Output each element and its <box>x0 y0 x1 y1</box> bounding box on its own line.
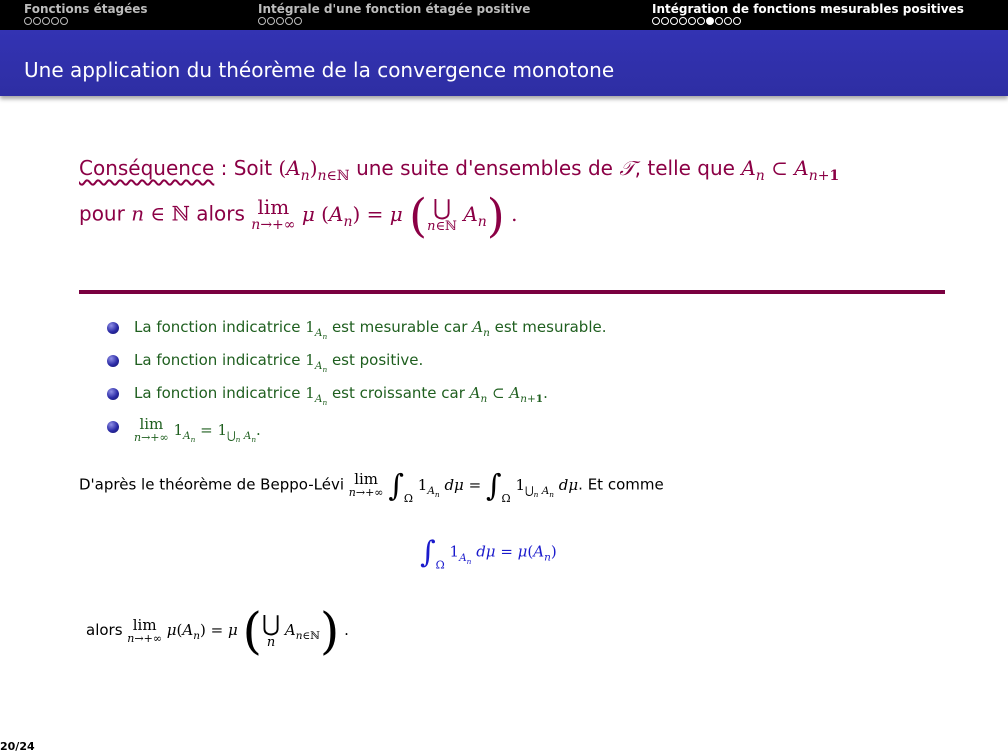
consequence-text: , telle que <box>634 156 742 180</box>
consequence-line-2 <box>79 188 517 242</box>
nav-frame-dot[interactable] <box>679 17 687 25</box>
nav-frame-dot[interactable] <box>276 17 284 25</box>
math-domain: n ∈ ℕ <box>131 201 190 226</box>
math-tribe: 𝒯 <box>619 156 635 180</box>
math-indicator: $1_{A_n}$ <box>305 318 328 342</box>
list-item <box>107 318 607 351</box>
nav-frame-dot[interactable] <box>661 17 669 25</box>
frame-title: Une application du théorème de la convergence monotone <box>24 58 615 82</box>
bullet-text: La fonction indicatrice <box>134 318 306 336</box>
math-sequence: $(A_n)_{n\in ℕ}$ <box>278 156 350 184</box>
body-text: . Et comme <box>578 475 664 494</box>
nav-dots-fonctions-etagees <box>24 17 68 25</box>
nav-frame-dot[interactable] <box>33 17 41 25</box>
consequence-text: : Soit <box>214 156 279 180</box>
math-limit: lim n→+∞ <box>348 470 384 499</box>
math-limit: lim n→+∞ <box>127 615 162 645</box>
nav-frame-dot[interactable] <box>51 17 59 25</box>
nav-dots-integrale-etagee <box>258 17 302 25</box>
beppo-levi-line <box>79 468 664 505</box>
bullet-icon <box>107 388 119 400</box>
bullet-icon <box>107 421 119 433</box>
math-integral-equation: $\int_\Omega$ $1_{A_n}$ $d\mu = \int_\Omega$ $1_{⋃_n A_n}$ dμ <box>388 468 579 505</box>
math-limit: lim n→+∞ <box>251 195 296 234</box>
nav-frame-dot[interactable] <box>285 17 293 25</box>
nav-frame-dot[interactable] <box>724 17 732 25</box>
list-item <box>107 351 607 384</box>
bullet-text: La fonction indicatrice <box>134 351 306 369</box>
nav-frame-dot[interactable] <box>258 17 266 25</box>
math-limit-expression: $\mu(A_n) = \mu$ ( ⋃ n $A_{n\in ℕ}$) . <box>166 602 349 660</box>
math-inclusion: $A_n$ ⊂ $A_{n+1}$ <box>469 384 544 405</box>
bullet-list <box>107 318 607 450</box>
consequence-text: pour <box>79 201 132 226</box>
nav-dots-integration-mesurables <box>652 17 741 25</box>
consequence-label: Conséquence <box>79 156 215 180</box>
consequence-line-1 <box>79 156 840 184</box>
consequence-text: une suite d'ensembles de <box>349 156 620 180</box>
nav-frame-dot[interactable] <box>670 17 678 25</box>
nav-frame-dot[interactable] <box>267 17 275 25</box>
math-indicator: $1_{A_n}$ <box>305 384 328 408</box>
nav-frame-dot[interactable] <box>294 17 302 25</box>
nav-section-integration-mesurables[interactable]: Intégration de fonctions mesurables positives <box>652 2 964 16</box>
block-divider <box>79 290 945 294</box>
nav-frame-dot[interactable] <box>697 17 705 25</box>
body-text: alors <box>86 621 128 639</box>
bullet-icon <box>107 322 119 334</box>
frame-title-bar <box>0 30 1008 96</box>
math-indicator: $1_{A_n}$ <box>305 351 328 375</box>
nav-section-integrale-etagee[interactable]: Intégrale d'une fonction étagée positive <box>258 2 531 16</box>
nav-frame-dot[interactable] <box>42 17 50 25</box>
bullet-text: La fonction indicatrice <box>134 384 306 402</box>
math-limit-expression: μ $(A_n) = \mu$ ( ⋃ n∈ℕ $A_n$) . <box>301 188 518 242</box>
nav-frame-dot[interactable] <box>733 17 741 25</box>
math-limit: lim n→+∞ <box>134 415 169 444</box>
nav-frame-dot[interactable] <box>652 17 660 25</box>
nav-section-fonctions-etagees[interactable]: Fonctions étagées <box>24 2 148 16</box>
list-item <box>107 384 607 417</box>
bullet-text: est croissante car <box>327 384 470 402</box>
nav-frame-dot[interactable] <box>706 17 714 25</box>
nav-frame-dot[interactable] <box>715 17 723 25</box>
bullet-icon <box>107 355 119 367</box>
math-limit-expression: $1_{A_n} = 1_{⋃_n A_n}$. <box>173 420 261 444</box>
bullet-text: . <box>543 384 548 402</box>
section-navigation <box>0 0 1008 30</box>
math-set: $A_n$ <box>472 318 490 339</box>
bullet-text: est mesurable. <box>489 318 607 336</box>
list-item <box>107 417 607 450</box>
nav-frame-dot[interactable] <box>24 17 32 25</box>
bullet-text: est mesurable car <box>327 318 473 336</box>
nav-frame-dot[interactable] <box>60 17 68 25</box>
nav-frame-dot[interactable] <box>688 17 696 25</box>
page-number: 20/24 <box>0 740 35 753</box>
math-centered-equation: $\int_\Omega$ $1_{A_n}$ $d\mu = \mu(A_n)$ <box>420 535 557 572</box>
body-text: D'après le théorème de Beppo-Lévi <box>79 475 349 494</box>
conclusion-line <box>86 602 349 660</box>
math-inclusion: $A_n$ ⊂ $A_{n+1}$ <box>741 156 840 184</box>
bullet-text: est positive. <box>327 351 424 369</box>
consequence-text: alors <box>189 201 252 226</box>
